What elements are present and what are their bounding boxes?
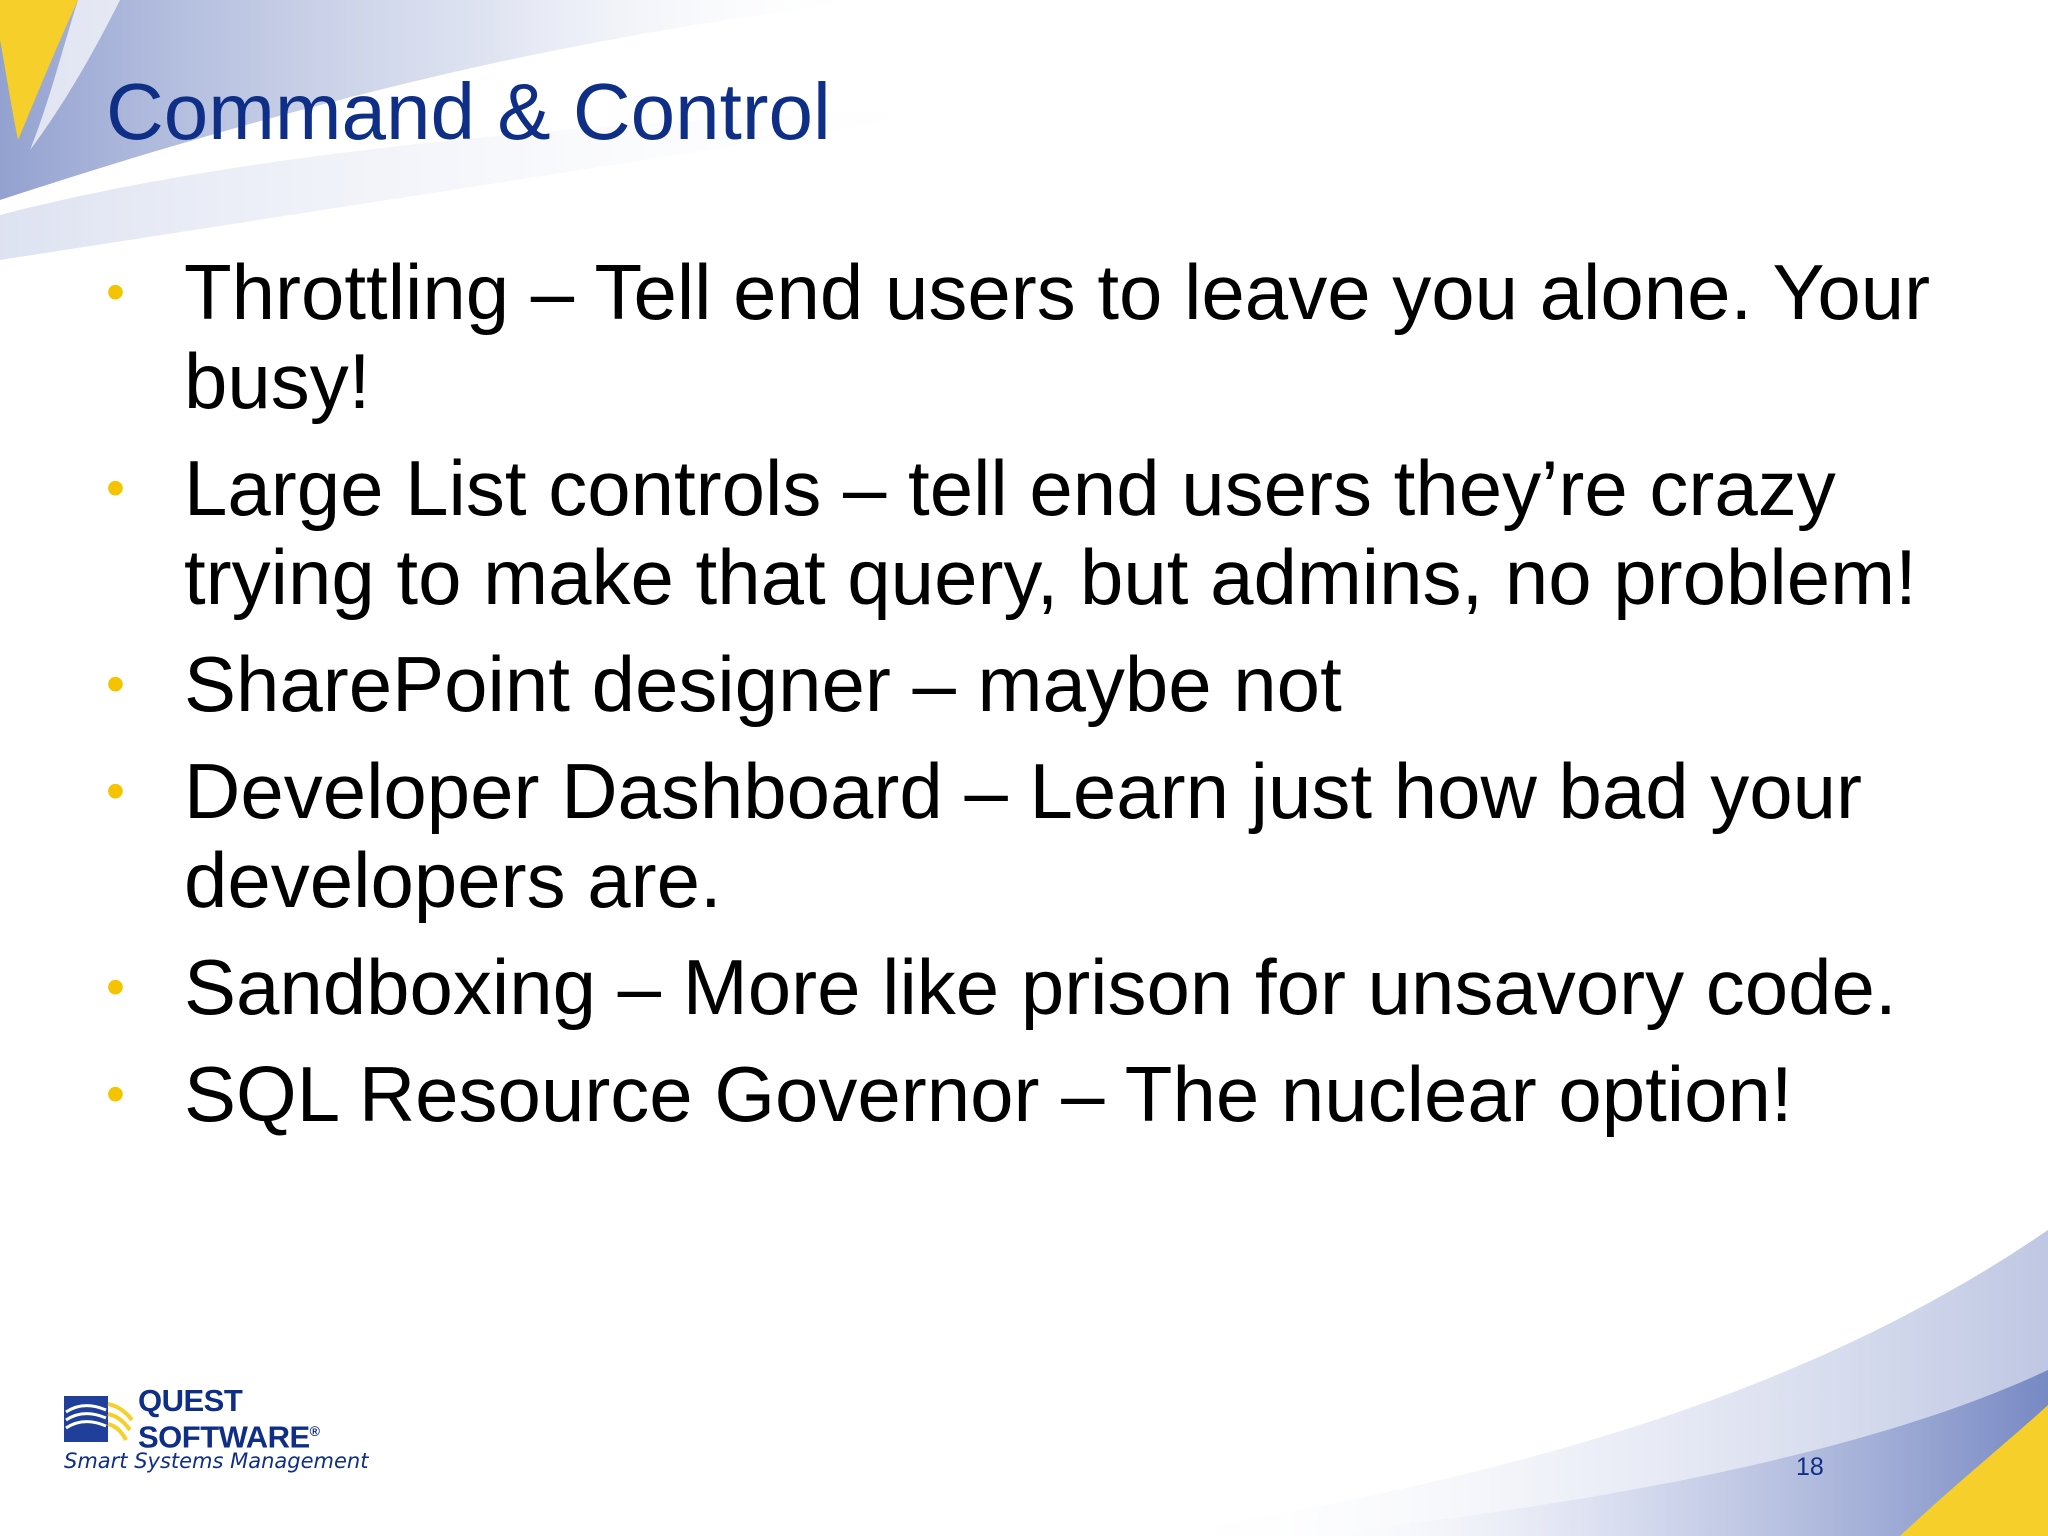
bullet-text: Sandboxing – More like prison for unsavory code. bbox=[184, 943, 1897, 1031]
bullet-icon: • bbox=[106, 654, 125, 714]
quest-software-logo bbox=[62, 1383, 392, 1476]
bullet-icon: • bbox=[106, 262, 125, 322]
quest-logo-icon bbox=[62, 1390, 134, 1446]
registered-mark: ® bbox=[309, 1423, 320, 1439]
bullet-text: SQL Resource Governor – The nuclear option! bbox=[184, 1050, 1793, 1138]
logo-wordmark bbox=[138, 1383, 320, 1455]
bullet-text: Throttling – Tell end users to leave you alone. Your busy! bbox=[184, 248, 1931, 425]
bullet-item bbox=[106, 1050, 2006, 1139]
bullet-icon: • bbox=[106, 458, 125, 518]
bullet-item bbox=[106, 444, 2006, 622]
bullet-list bbox=[106, 248, 2006, 1157]
logo-name-line2-text: SOFTWARE bbox=[138, 1419, 310, 1455]
bullet-icon: • bbox=[106, 1064, 125, 1124]
page-number: 18 bbox=[1796, 1453, 1824, 1481]
bullet-text: Large List controls – tell end users they’re crazy trying to make that query, but admins, no problem! bbox=[184, 444, 1917, 621]
bullet-icon: • bbox=[106, 957, 125, 1017]
bullet-item bbox=[106, 943, 2006, 1032]
slide-title: Command & Control bbox=[106, 67, 831, 156]
bullet-item bbox=[106, 248, 2006, 426]
bullet-icon: • bbox=[106, 761, 125, 821]
logo-name-line2 bbox=[138, 1416, 320, 1455]
logo-tagline: Smart Systems Management bbox=[64, 1449, 369, 1473]
logo-name-line1: QUEST bbox=[138, 1383, 243, 1418]
bullet-item bbox=[106, 640, 2006, 729]
bullet-text: SharePoint designer – maybe not bbox=[184, 640, 1342, 728]
bullet-text: Developer Dashboard – Learn just how bad your developers are. bbox=[184, 747, 1863, 924]
bullet-item bbox=[106, 747, 2006, 925]
